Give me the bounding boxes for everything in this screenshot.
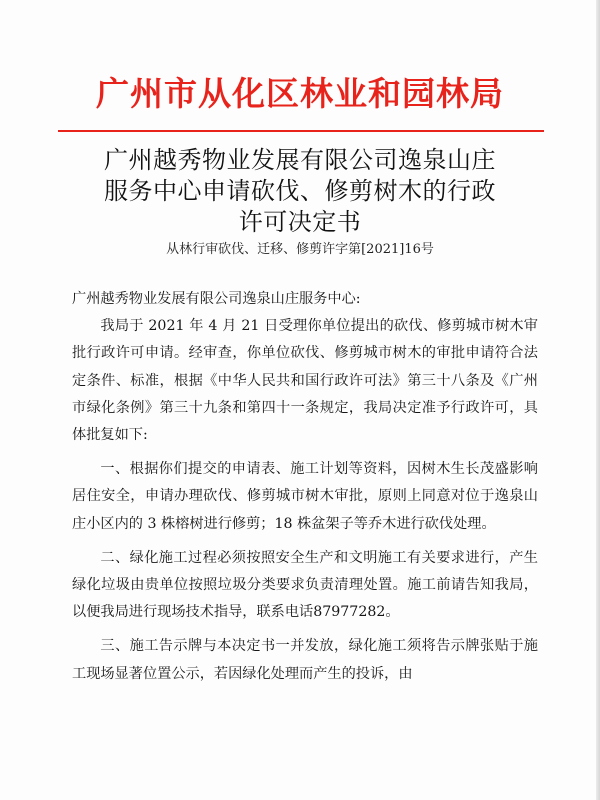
document-title-line-2: 服务中心申请砍伐、修剪树木的行政 [104, 177, 496, 205]
document-title-line-3: 许可决定书 [238, 208, 362, 236]
approval-item-2: 二、绿化施工过程必须按照安全生产和文明施工有关要求进行，产生绿化垃圾由贵单位按照垃圾分类要求负责清理处置。施工前请告知我局，以便我局进行现场技术指导，联系电话87977282。 [72, 549, 538, 621]
intro-paragraph: 我局于 2021 年 4 月 21 日受理你单位提出的砍伐、修剪城市树木审批行政许可申请。经审查，你单位砍伐、修剪城市树木的审批申请符合法定条件、标准，根据《中华人民共和国行政许可法》第三十八条及《广州市绿化条例》第三十九条和第四十一条规定，我局决定准予行政许可，具体批复如下: [72, 318, 538, 444]
page-edge-shadow [596, 0, 600, 800]
document-number: 从林行审砍伐、迁移、修剪许字第[2021]16号 [166, 242, 434, 257]
salutation: 广州越秀物业发展有限公司逸泉山庄服务中心: [72, 291, 361, 307]
approval-item-3: 三、施工告示牌与本决定书一并发放，绿化施工须将告示牌张贴于施工现场显著位置公示，若因绿化处理而产生的投诉，由 [72, 638, 538, 682]
document-body [72, 286, 538, 688]
letterhead-divider [58, 130, 544, 132]
agency-letterhead: 广州市从化区林业和园林局 [96, 74, 504, 113]
approval-item-1: 一、根据你们提交的申请表、施工计划等资料，因树木生长茂盛影响居住安全，申请办理砍伐、修剪城市树木审批，原则上同意对位于逸泉山庄小区内的 3 株榕树进行修剪；18 株盆架子等乔木进行砍伐处理。 [72, 461, 538, 532]
document-title-line-1: 广州越秀物业发展有限公司逸泉山庄 [104, 146, 496, 174]
document-title [60, 145, 540, 238]
